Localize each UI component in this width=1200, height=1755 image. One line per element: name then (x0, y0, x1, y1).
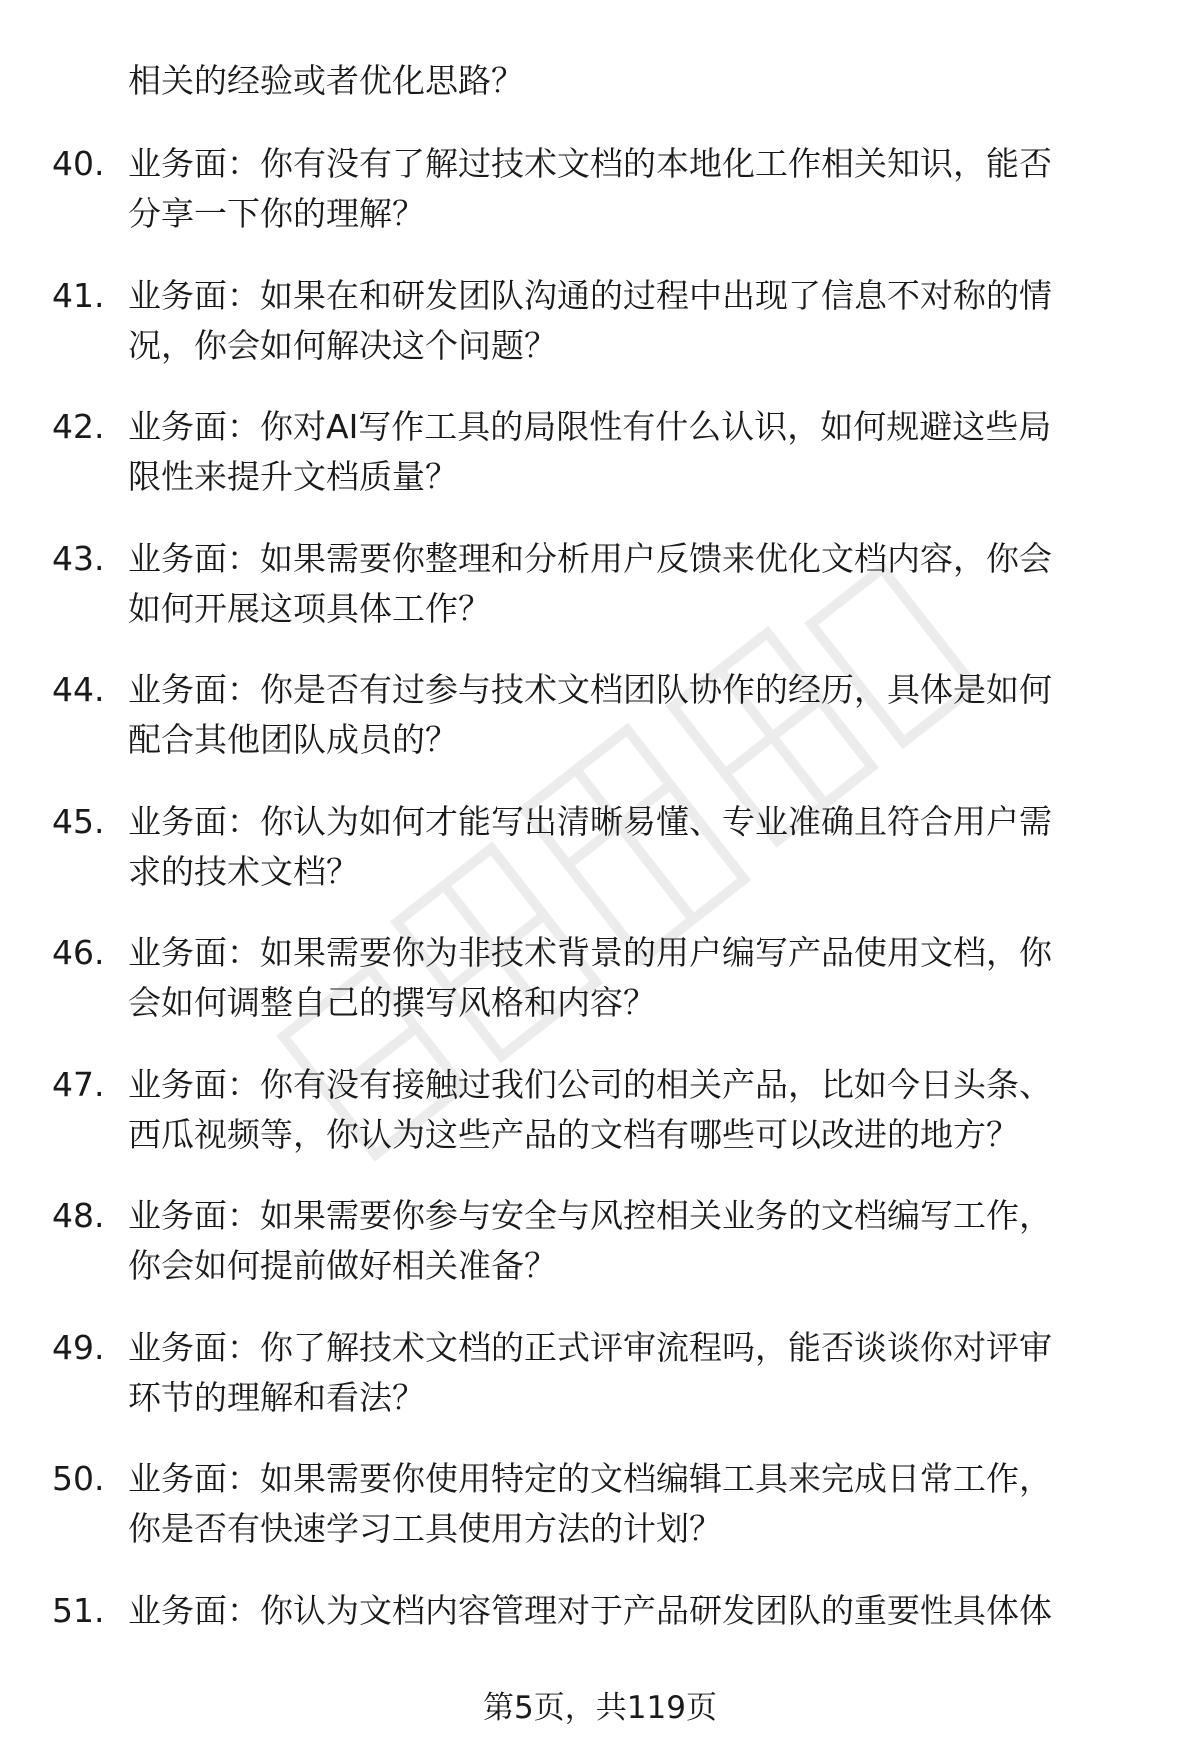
question-text-line: 你是否有快速学习工具使用方法的计划？ (128, 1509, 722, 1548)
question-text-line: 业务面：你有没有接触过我们公司的相关产品，比如今日头条、 (128, 1064, 1052, 1104)
question-text (128, 928, 1138, 1028)
continued-question-text: 相关的经验或者优化思路？ (128, 61, 524, 100)
question-text (128, 139, 1138, 239)
question-text-line: 限性来提升文档质量？ (128, 457, 458, 496)
question-item (0, 534, 1200, 666)
question-number: 49. (52, 1327, 105, 1367)
question-text-line: 业务面：如果需要你使用特定的文档编辑工具来完成日常工作， (128, 1459, 1052, 1498)
question-number: 47. (52, 1064, 105, 1104)
question-item (0, 665, 1200, 797)
question-number: 46. (52, 933, 105, 972)
question-text-line: 西瓜视频等，你认为这些产品的文档有哪些可以改进的地方？ (128, 1114, 1019, 1154)
question-number: 44. (52, 670, 105, 709)
question-number: 43. (52, 538, 105, 578)
question-text-line: 业务面：你了解技术文档的正式评审流程吗，能否谈谈你对评审 (128, 1327, 1052, 1367)
question-text (128, 1586, 1138, 1636)
question-text-line: 分享一下你的理解？ (128, 194, 425, 233)
question-number: 45. (52, 801, 105, 841)
question-number: 50. (52, 1459, 105, 1498)
question-text-line: 环节的理解和看法？ (128, 1377, 425, 1417)
question-text-line: 求的技术文档？ (128, 851, 359, 891)
question-text-line: 业务面：如果在和研发团队沟通的过程中出现了信息不对称的情 (128, 275, 1052, 315)
question-text-line: 业务面：你是否有过参与技术文档团队协作的经历，具体是如何 (128, 670, 1052, 709)
question-list (0, 139, 1200, 1717)
question-number: 40. (52, 144, 105, 183)
question-text-line: 业务面：你认为文档内容管理对于产品研发团队的重要性具体体 (128, 1590, 1052, 1630)
question-text (128, 797, 1138, 897)
question-item (0, 1191, 1200, 1323)
question-text-line: 业务面：如果需要你为非技术背景的用户编写产品使用文档，你 (128, 933, 1052, 972)
page-footer: 第5页，共119页 (483, 1690, 717, 1726)
question-text-line: 如何开展这项具体工作？ (128, 588, 491, 628)
question-item (0, 271, 1200, 403)
question-number: 51. (52, 1590, 105, 1630)
question-text (128, 402, 1138, 502)
question-text-line: 业务面：如果需要你整理和分析用户反馈来优化文档内容，你会 (128, 538, 1052, 578)
question-text-line: 你会如何提前做好相关准备？ (128, 1246, 557, 1285)
question-number: 48. (52, 1196, 105, 1235)
question-number: 41. (52, 275, 105, 315)
question-text-line: 配合其他团队成员的？ (128, 720, 458, 759)
question-number: 42. (52, 407, 105, 446)
question-text-line: 业务面：你对AI写作工具的局限性有什么认识，如何规避这些局 (128, 407, 1052, 446)
question-item (0, 1060, 1200, 1192)
question-text (128, 665, 1138, 765)
question-text-line: 业务面：你认为如何才能写出清晰易懂、专业准确且符合用户需 (128, 801, 1052, 841)
question-text (128, 1060, 1138, 1160)
question-item (0, 928, 1200, 1060)
question-text-line: 会如何调整自己的撰写风格和内容？ (128, 983, 656, 1022)
question-text (128, 534, 1138, 634)
question-text (128, 271, 1138, 371)
question-text-line: 业务面：你有没有了解过技术文档的本地化工作相关知识，能否 (128, 144, 1052, 183)
question-item (0, 1323, 1200, 1455)
question-item (0, 797, 1200, 929)
question-text (128, 1191, 1138, 1291)
question-item (0, 1454, 1200, 1586)
question-text (128, 1323, 1138, 1423)
question-item (0, 402, 1200, 534)
question-text-line: 况，你会如何解决这个问题？ (128, 325, 557, 365)
question-text-line: 业务面：如果需要你参与安全与风控相关业务的文档编写工作， (128, 1196, 1052, 1235)
question-item (0, 139, 1200, 271)
question-text (128, 1454, 1138, 1554)
